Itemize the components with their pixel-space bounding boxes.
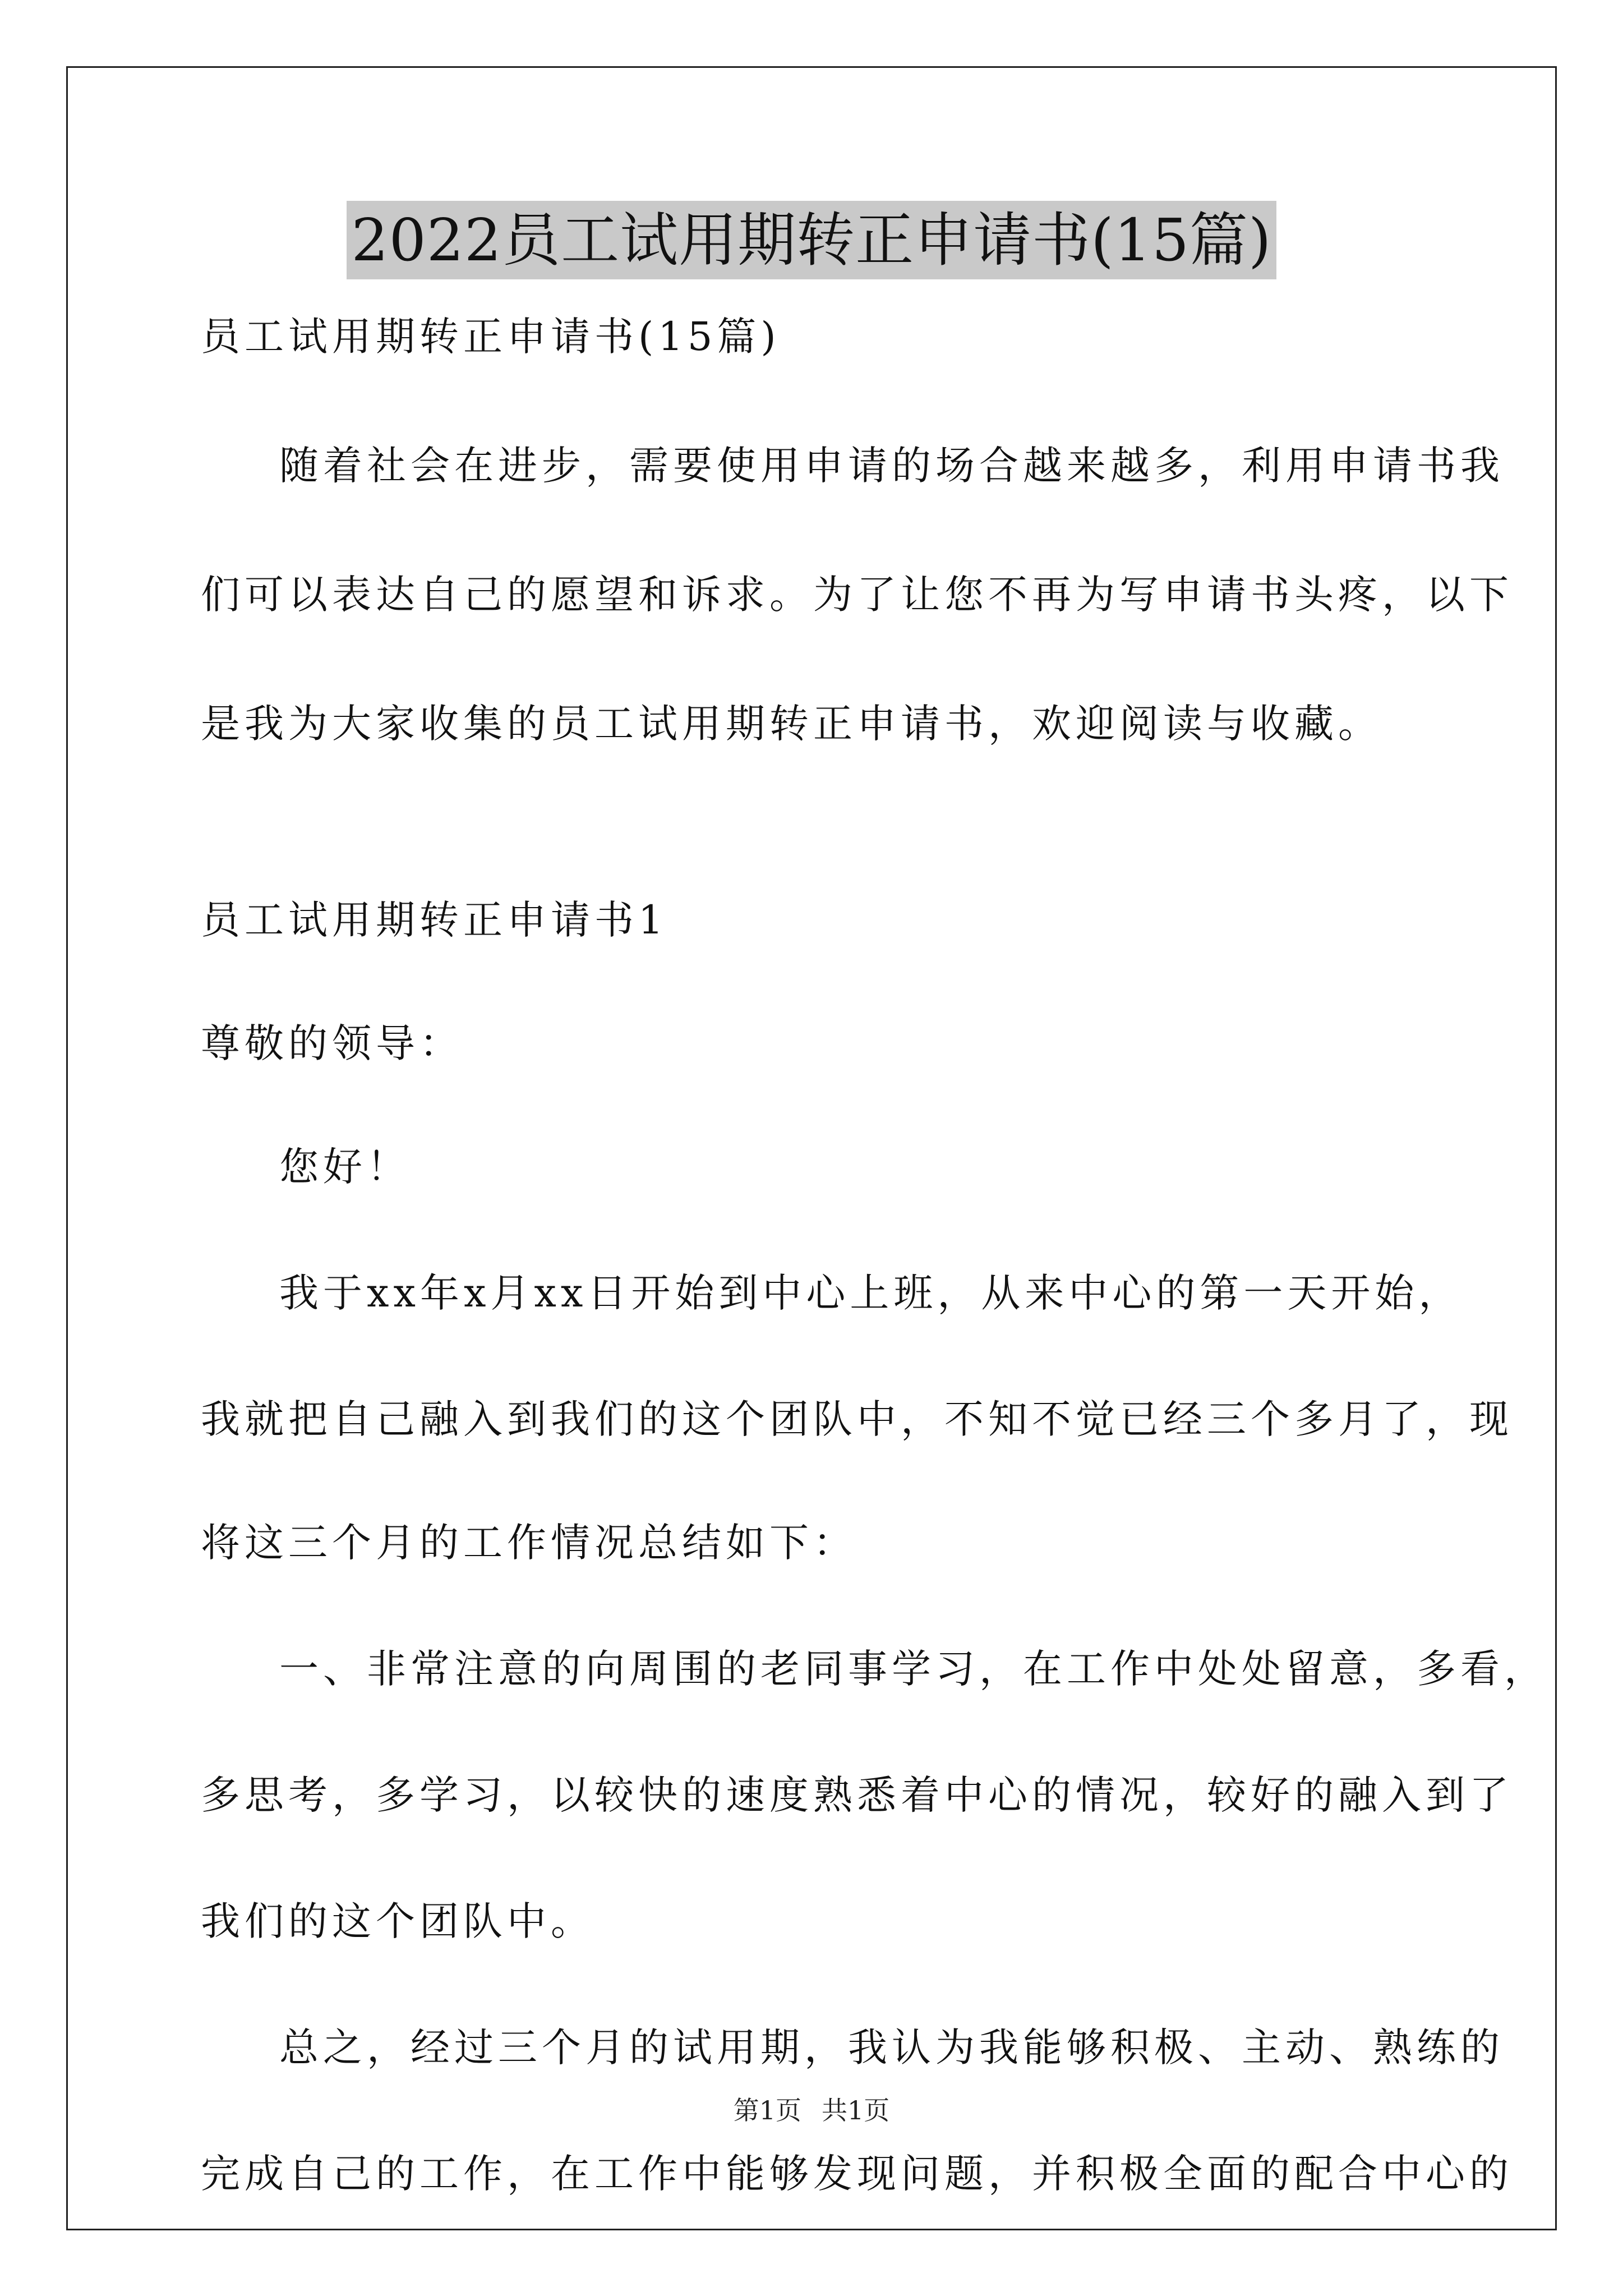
paragraph-line: 我于xx年x月xx日开始到中心上班，从来中心的第一天开始， — [279, 1270, 1463, 1316]
salutation-line: 尊敬的领导： — [201, 1020, 463, 1066]
paragraph-line: 我就把自己融入到我们的这个团队中，不知不觉已经三个多月了，现 — [201, 1396, 1513, 1442]
greeting-line: 您好！ — [279, 1144, 411, 1190]
subtitle-line: 员工试用期转正申请书(15篇) — [201, 314, 781, 360]
paragraph-line: 一、非常注意的向周围的老同事学习，在工作中处处留意，多看， — [279, 1646, 1548, 1692]
paragraph-line: 们可以表达自己的愿望和诉求。为了让您不再为写申请书头疼，以下 — [201, 572, 1513, 618]
paragraph-line: 将这三个月的工作情况总结如下： — [201, 1520, 857, 1566]
page-number-current: 第1页 — [733, 2095, 801, 2125]
paragraph-line: 总之，经过三个月的试用期，我认为我能够积极、主动、熟练的 — [279, 2024, 1504, 2070]
title-container — [0, 201, 1623, 279]
page-number-total: 共1页 — [822, 2095, 890, 2125]
paragraph-line: 随着社会在进步，需要使用申请的场合越来越多，利用申请书我 — [279, 443, 1504, 489]
paragraph-line: 我们的这个团队中。 — [201, 1898, 594, 1944]
section-heading: 员工试用期转正申请书1 — [201, 897, 668, 943]
paragraph-line: 是我为大家收集的员工试用期转正申请书，欢迎阅读与收藏。 — [201, 701, 1382, 747]
paragraph-line: 完成自己的工作，在工作中能够发现问题，并积极全面的配合中心的 — [201, 2151, 1513, 2197]
document-title: 2022员工试用期转正申请书(15篇) — [347, 201, 1276, 279]
page-footer — [0, 2093, 1623, 2127]
paragraph-line: 多思考，多学习，以较快的速度熟悉着中心的情况，较好的融入到了 — [201, 1772, 1513, 1818]
